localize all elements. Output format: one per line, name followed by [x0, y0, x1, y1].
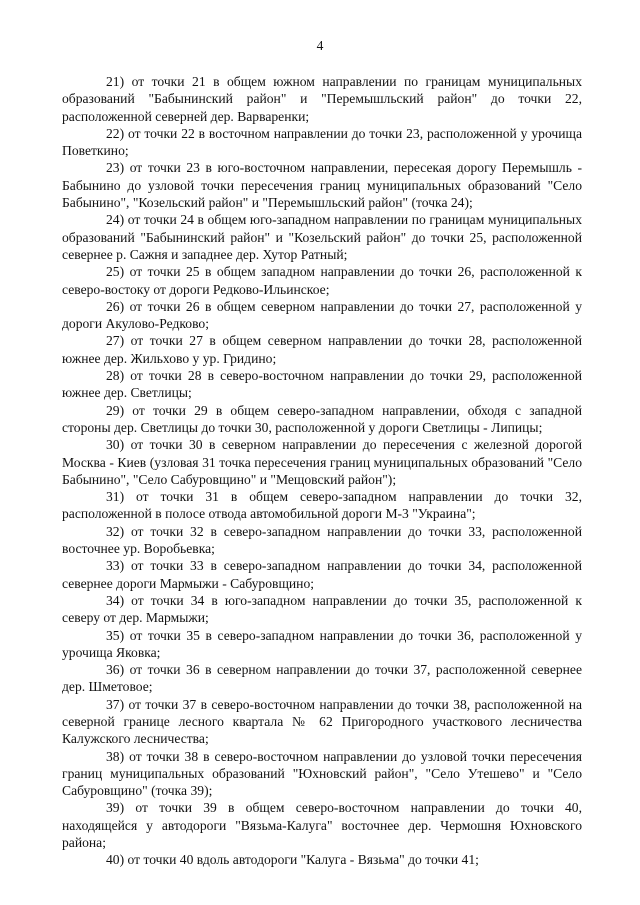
paragraph: 32) от точки 32 в северо-западном направлении до точки 33, расположенной восточнее ур. Воробьевка; [62, 523, 582, 557]
paragraph: 22) от точки 22 в восточном направлении до точки 23, расположенной у урочища Поветкино; [62, 125, 582, 159]
paragraph: 34) от точки 34 в юго-западном направлении до точки 35, расположенной к северу от дер. Мармыжи; [62, 592, 582, 626]
paragraph: 33) от точки 33 в северо-западном направлении до точки 34, расположенной севернее дороги Мармыжи - Сабуровщино; [62, 558, 582, 591]
paragraph: 28) от точки 28 в северо-восточном направлении до точки 29, расположенной южнее дер. Светлицы; [62, 368, 582, 401]
paragraph: 29) от точки 29 в общем северо-западном направлении, обходя с западной стороны дер. Светлицы до точки 30, расположенной у дороги Светлицы - Липицы; [62, 402, 582, 435]
paragraph: 40) от точки 40 вдоль автодороги "Калуга - Вязьма" до точки 41; [106, 852, 479, 868]
paragraph: 27) от точки 27 в общем северном направлении до точки 28, расположенной южнее дер. Жильхово у ур. Гридино; [62, 333, 582, 366]
paragraph: 39) от точки 39 в общем северо-восточном направлении до точки 40, находящейся у автодороги "Вязьма-Калуга" восточнее дер. Чермошня Юхновского района; [62, 800, 582, 851]
paragraph: 31) от точки 31 в общем северо-западном направлении до точки 32, расположенной в полосе отвода автомобильной дороги М-3 "Украина"; [62, 489, 582, 522]
paragraph: 24) от точки 24 в общем юго-западном направлении по границам муниципальных образований "Бабынинский район" и "Козельский район" до точки 25, расположенной севернее р. Сажня и западнее дер. Хутор Ратный; [62, 212, 582, 262]
paragraph: 38) от точки 38 в северо-восточном направлении до узловой точки пересечения границ муниципальных образований "Юхновский район", "Село Утешево" и "Село Сабуровщино" (точка 39); [62, 748, 582, 799]
document-body [62, 73, 582, 869]
paragraph: 36) от точки 36 в северном направлении до точки 37, расположенной севернее дер. Шметовое; [62, 662, 582, 695]
paragraph: 35) от точки 35 в северо-западном направлении до точки 36, расположенной у урочища Яковка; [62, 627, 582, 660]
paragraph: 23) от точки 23 в юго-восточном направлении, пересекая дорогу Перемышль - Бабынино до узловой точки пересечения границ муниципальных образований "Село Бабынино", "Козельский район" и "Перемышльский район" (точка 24); [62, 160, 582, 211]
paragraph: 26) от точки 26 в общем северном направлении до точки 27, расположенной у дороги Акулово-Редково; [62, 298, 582, 332]
paragraph: 25) от точки 25 в общем западном направлении до точки 26, расположенной к северо-востоку от дороги Редково-Ильинское; [62, 264, 582, 297]
paragraph: 37) от точки 37 в северо-восточном направлении до точки 38, расположенной на северной границе лесного квартала № 62 Пригородного участкового лесничества Калужского лесничества; [62, 696, 582, 747]
paragraph: 21) от точки 21 в общем южном направлении по границам муниципальных образований "Бабынинский район" и "Перемышльский район" до точки 22, расположенной северней дер. Варваренки; [62, 74, 582, 124]
page-number: 4 [316, 38, 324, 53]
paragraph: 30) от точки 30 в северном направлении до пересечения с железной дорогой Москва - Киев (узловая 31 точка пересечения границ муниципальных образований "Село Бабынино", "Село Сабуровщино" и "Мещовский район"); [62, 437, 582, 487]
